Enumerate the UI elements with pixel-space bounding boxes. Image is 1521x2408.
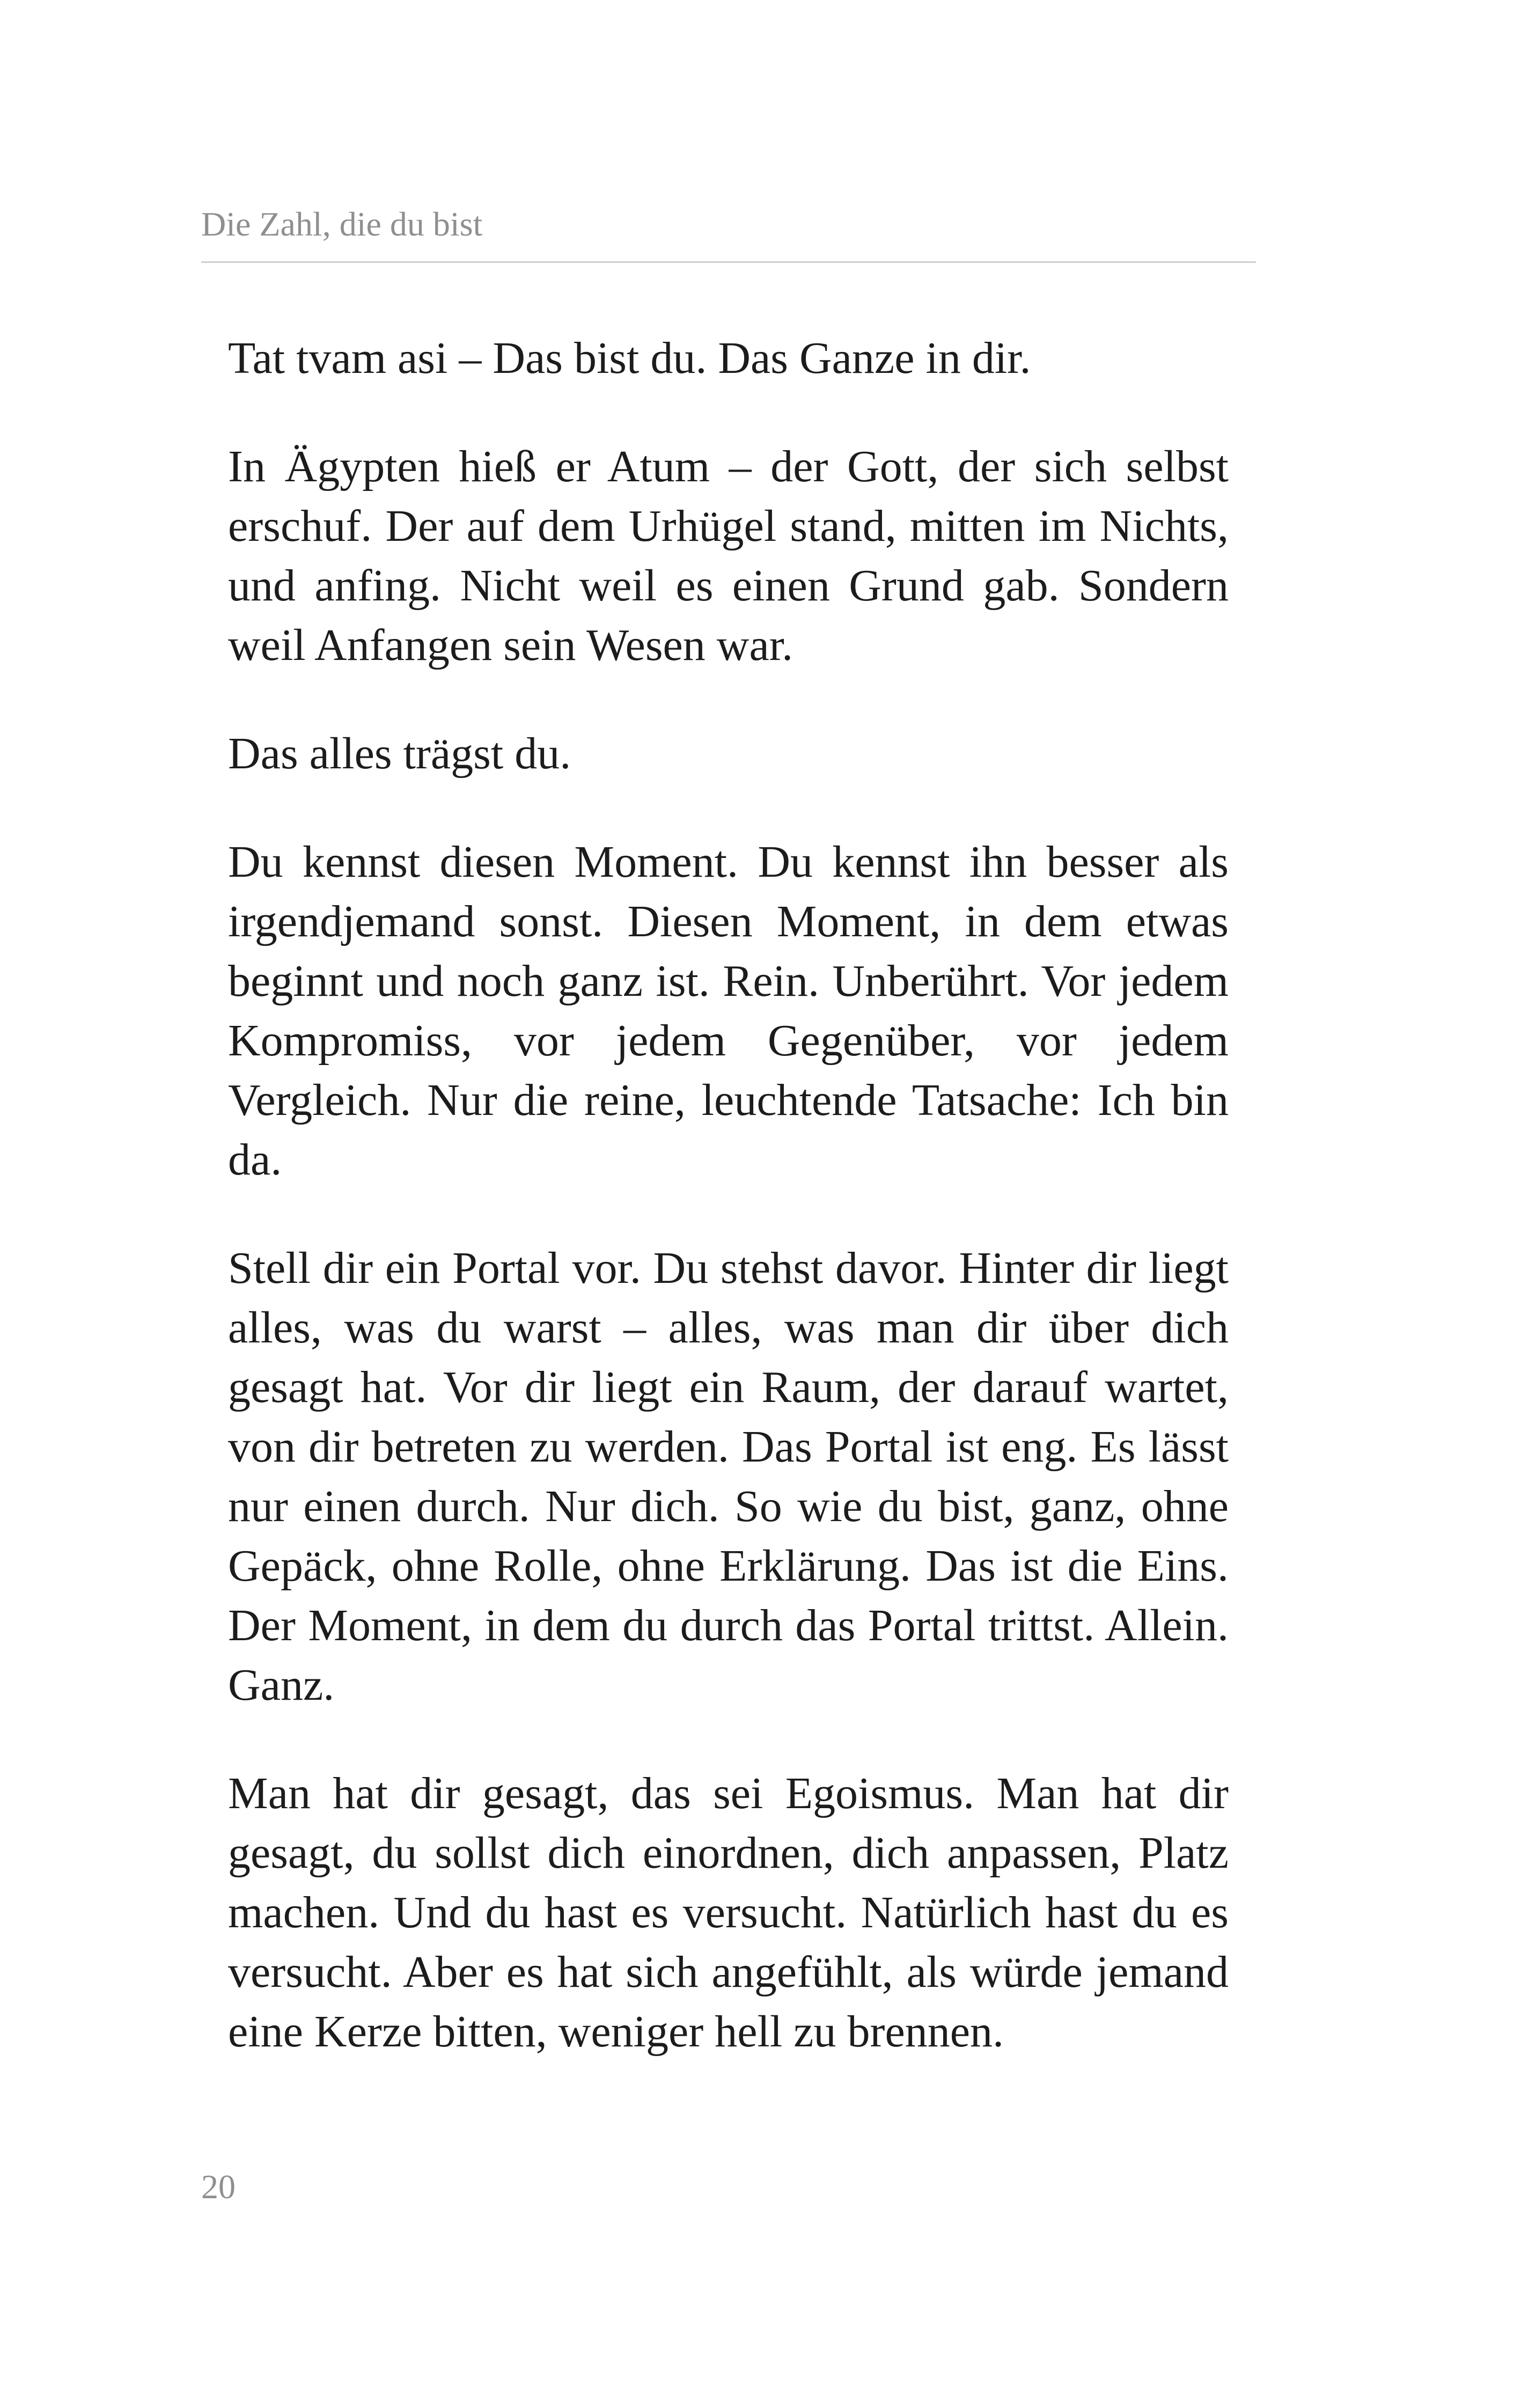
paragraph-4: Du kennst diesen Moment. Du kennst ihn besser als irgendjemand sonst. Diesen Moment, in dem etwas beginnt und noch ganz ist. Rein. Unberührt. Vor jedem Kompromiss, vor jedem Gegenüber, vor jedem Vergleich. Nur die reine, leuchtende Tatsache: Ich bin da. <box>228 837 1229 1185</box>
paragraph-2: In Ägypten hieß er Atum – der Gott, der sich selbst erschuf. Der auf dem Urhügel stand, mitten im Nichts, und anfing. Nicht weil es einen Grund gab. Sondern weil Anfangen sein Wesen war. <box>228 442 1229 670</box>
paragraph-6: Man hat dir gesagt, das sei Egoismus. Man hat dir gesagt, du sollst dich einordnen, dich anpassen, Platz machen. Und du hast es versucht. Natürlich hast du es versucht. Aber es hat sich angefühlt, als würde jemand eine Kerze bitten, weniger hell zu brennen. <box>228 1768 1229 2057</box>
paragraph-3: Das alles trägst du. <box>228 729 571 779</box>
paragraph-1: Tat tvam asi – Das bist du. Das Ganze in dir. <box>228 333 1031 383</box>
running-head-title: Die Zahl, die du bist <box>201 205 483 243</box>
paragraph-5: Stell dir ein Portal vor. Du stehst davor. Hinter dir liegt alles, was du warst – alles, was man dir über dich gesagt hat. Vor dir liegt ein Raum, der darauf wartet, von dir betreten zu werden. Das Portal ist eng. Es lässt nur einen durch. Nur dich. So wie du bist, ganz, ohne Gepäck, ohne Rolle, ohne Erklärung. Das ist die Eins. Der Moment, in dem du durch das Portal trittst. Allein. Ganz. <box>228 1243 1229 1710</box>
page-number: 20 <box>201 2168 236 2206</box>
body-text <box>228 328 1229 2061</box>
header-divider <box>201 261 1256 263</box>
